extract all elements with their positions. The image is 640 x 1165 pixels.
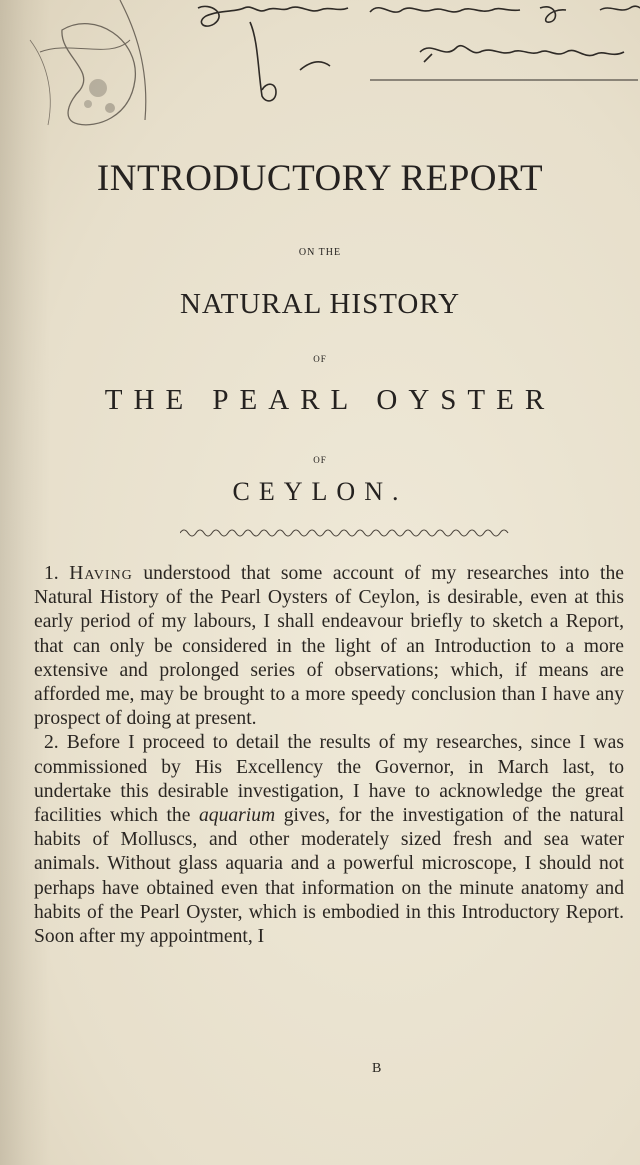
title-connector-on-the: ON THE xyxy=(298,247,342,258)
subject-heading: NATURAL HISTORY xyxy=(179,288,461,320)
paragraph-text: understood that some account of my researches into the Natural History of the Pearl Oysters of Ceylon, is desirable, even at this early period of my labours, I shall endeavour briefly to sketch a Report, that can only be considered in the light of an Introduction to a more extensive and prolonged series of observations; which, if means are afforded me, may be brought to a more speedy conclusion than I have any prospect of doing at present. xyxy=(34,563,624,730)
paragraph-1 xyxy=(34,562,624,731)
title-connector-of: OF xyxy=(313,354,327,364)
document-title: INTRODUCTORY REPORT xyxy=(96,158,544,199)
place-heading: CEYLON. xyxy=(232,477,408,506)
italic-term: aquarium xyxy=(198,805,276,827)
wavy-rule-ornament xyxy=(180,525,514,537)
paragraph-2 xyxy=(34,731,624,949)
title-connector-of-2: OF xyxy=(313,455,327,465)
subject-heading-2: THE PEARL OYSTER xyxy=(104,384,556,416)
seal-stamp xyxy=(30,0,146,125)
paragraph-lead-word: Having xyxy=(69,563,133,584)
paragraph-number: 2. xyxy=(44,732,59,754)
report-body xyxy=(34,562,624,949)
paragraph-number: 1. xyxy=(44,563,59,584)
signature-mark: B xyxy=(372,1061,382,1076)
paragraph-text-continued: gives, for the investigation of the natural habits of Molluscs, and other moderately sized fresh and sea water animals. Without glass aquaria and a powerful microscope, I should not perhaps have obtained even that information on the minute anatomy and habits of the Pearl Oyster, which is embodied in this Introductory Report. Soon after my appointment, I xyxy=(34,805,625,948)
paragraph-text: Before I proceed to detail the results of my researches, since I was commissioned by His Excellency the Governor, in March last, to undertake this desirable investigation, I have to acknowledge the great facilities which the xyxy=(34,732,624,827)
handwritten-inscription xyxy=(0,0,640,130)
